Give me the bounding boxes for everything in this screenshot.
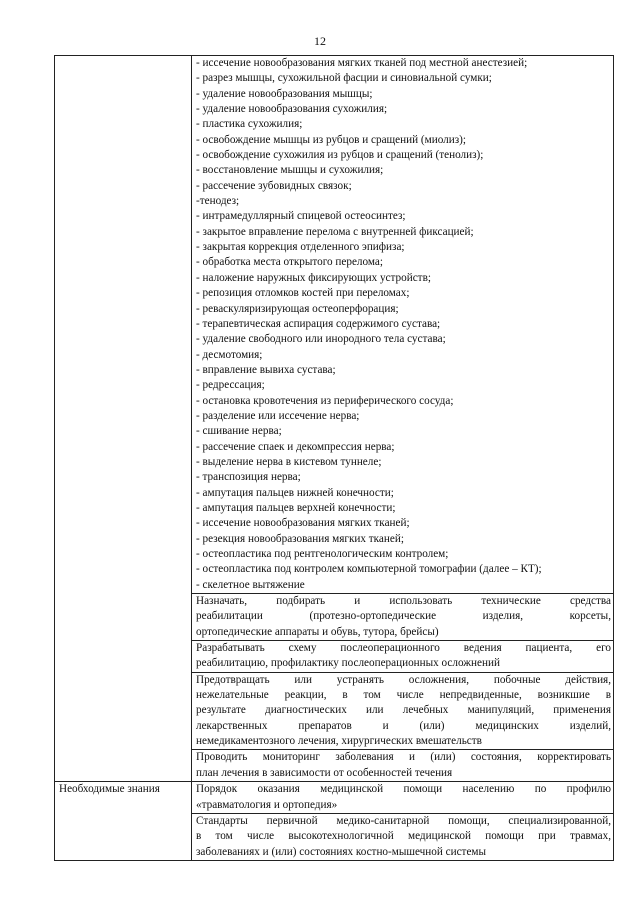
paragraph-line: лекарственных препаратов и (или) медицинских изделий,: [196, 719, 611, 732]
paragraph-line: реабилитации (протезно-ортопедические изделия, корсеты,: [196, 610, 611, 623]
paragraph-line: Назначать, подбирать и использовать технические средства: [196, 595, 611, 608]
procedures-list: [196, 56, 611, 593]
paragraph-line: Разрабатывать схему послеоперационного ведения пациента, его: [196, 642, 611, 655]
paragraph-line: реабилитацию, профилактику послеоперационных осложнений: [196, 657, 500, 670]
skill-cell: [192, 750, 614, 782]
list-item: - удаление новообразования мышцы;: [196, 87, 373, 100]
list-item: - разрез мышцы, сухожильной фасции и синовиальной сумки;: [196, 72, 492, 85]
paragraph: [196, 673, 611, 750]
competency-table: [54, 55, 614, 861]
paragraph-line: Предотвращать или устранять осложнения, побочные действия,: [196, 673, 611, 686]
list-item: - десмотомия;: [196, 348, 263, 361]
list-item: - освобождение мышцы из рубцов и сращений (миолиз);: [196, 133, 466, 146]
knowledge-label-cell: [55, 782, 192, 861]
list-item: - закрытая коррекция отделенного эпифиза;: [196, 241, 405, 254]
page-number: 12: [314, 34, 326, 48]
skill-cell: [192, 594, 614, 641]
table-row: [55, 56, 614, 594]
list-item: - рассечение спаек и декомпрессия нерва;: [196, 440, 395, 453]
paragraph-line: немедикаментозного лечения, хирургических вмешательств: [196, 735, 482, 748]
list-item: - разделение или иссечение нерва;: [196, 409, 360, 422]
knowledge-cell: [192, 782, 614, 814]
paragraph-line: в том числе высокотехнологичной медицинской помощи при травмах,: [196, 830, 611, 843]
list-item: - закрытое вправление перелома с внутренней фиксацией;: [196, 225, 474, 238]
paragraph: [196, 750, 611, 781]
paragraph-line: план лечения в зависимости от особенностей течения: [196, 766, 453, 779]
list-item: - наложение наружных фиксирующих устройств;: [196, 271, 431, 284]
paragraph: [196, 594, 611, 640]
knowledge-cell: [192, 813, 614, 860]
list-item: - скелетное вытяжение: [196, 578, 305, 591]
list-item: - реваскуляризирующая остеоперфорация;: [196, 302, 399, 315]
list-item: - ампутация пальцев верхней конечности;: [196, 501, 396, 514]
list-item: - удаление свободного или инородного тела сустава;: [196, 333, 446, 346]
paragraph-line: Порядок оказания медицинской помощи населению по профилю: [196, 783, 611, 796]
list-item: - обработка места открытого перелома;: [196, 256, 383, 269]
list-item: - редрессация;: [196, 379, 265, 392]
list-item: - освобождение сухожилия из рубцов и сращений (тенолиз);: [196, 149, 484, 162]
list-item: - иссечение новообразования мягких тканей;: [196, 517, 410, 530]
paragraph-line: «травматология и ортопедия»: [196, 798, 338, 811]
list-item: -тенодез;: [196, 195, 240, 208]
list-item: - остановка кровотечения из периферического сосуда;: [196, 394, 454, 407]
paragraph-line: Проводить мониторинг заболевания и (или) состояния, корректировать: [196, 751, 611, 764]
paragraph-line: нежелательные реакции, в том числе непредвиденные, возникшие в: [196, 689, 611, 702]
list-item: - остеопластика под контролем компьютерной томографии (далее – КТ);: [196, 563, 542, 576]
list-item: - сшивание нерва;: [196, 425, 282, 438]
list-item: - выделение нерва в кистевом туннеле;: [196, 455, 382, 468]
knowledge-label: Необходимые знания: [59, 783, 160, 796]
list-item: - терапевтическая аспирация содержимого сустава;: [196, 317, 441, 330]
list-item: - интрамедуллярный спицевой остеосинтез;: [196, 210, 406, 223]
procedures-list-cell: [192, 56, 614, 594]
list-item: - иссечение новообразования мягких тканей под местной анестезией;: [196, 57, 528, 69]
skill-cell: [192, 672, 614, 750]
skill-cell: [192, 641, 614, 673]
list-item: - репозиция отломков костей при переломах;: [196, 287, 410, 300]
list-item: - рассечение зубовидных связок;: [196, 179, 352, 192]
paragraph-line: заболеваниях и (или) состояниях костно-мышечной системы: [196, 845, 487, 858]
empty-label-cell: [55, 56, 192, 782]
paragraph-line: Стандарты первичной медико-санитарной помощи, специализированной,: [196, 814, 611, 827]
list-item: - удаление новообразования сухожилия;: [196, 103, 388, 116]
paragraph: [196, 814, 611, 860]
paragraph: [196, 641, 611, 672]
list-item: - восстановление мышцы и сухожилия;: [196, 164, 384, 177]
paragraph: [196, 782, 611, 813]
list-item: - остеопластика под рентгенологическим контролем;: [196, 548, 449, 560]
paragraph-line: результате диагностических или лечебных манипуляций, применения: [196, 704, 611, 717]
list-item: - ампутация пальцев нижней конечности;: [196, 486, 394, 499]
list-item: - резекция новообразования мягких тканей;: [196, 532, 404, 545]
list-item: - транспозиция нерва;: [196, 471, 301, 484]
list-item: - пластика сухожилия;: [196, 118, 303, 131]
list-item: - вправление вывиха сустава;: [196, 363, 336, 376]
table-row: [55, 782, 614, 814]
paragraph-line: ортопедические аппараты и обувь, тутора, брейсы): [196, 625, 439, 638]
